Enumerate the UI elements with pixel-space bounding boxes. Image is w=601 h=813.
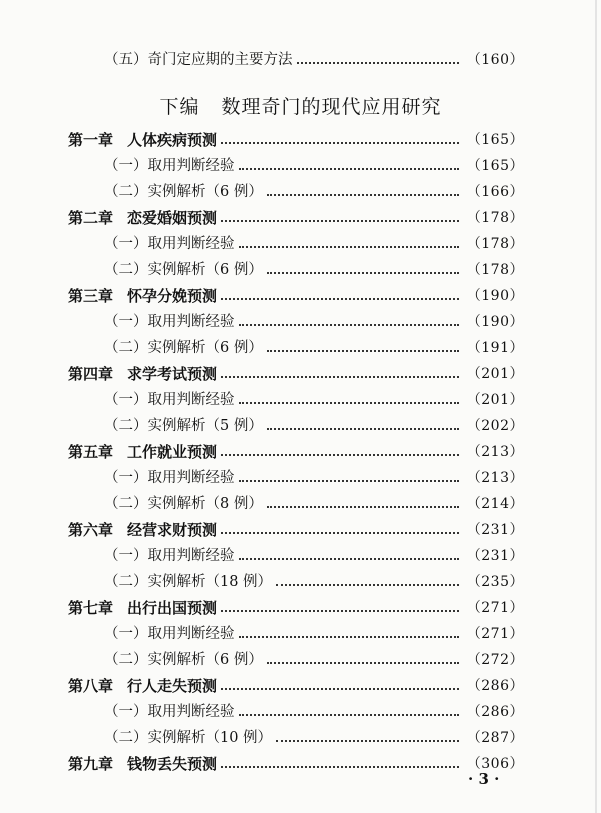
toc-entry-page: （235） <box>466 574 524 590</box>
entry-title: （二）实例解析（18 例） <box>104 574 273 590</box>
toc-entry-label <box>104 312 235 332</box>
toc-entry-label <box>104 624 235 644</box>
toc-entry-page: （201） <box>466 366 524 382</box>
leader-dots <box>276 739 459 742</box>
toc-entry-page: （286） <box>466 704 524 720</box>
toc-subentry <box>104 178 524 202</box>
toc-entry-label <box>68 520 217 540</box>
toc-entry-page: （165） <box>466 132 524 148</box>
toc-subentry <box>104 152 524 176</box>
toc-entry-label <box>104 338 263 358</box>
page-number: · 3 · <box>468 770 500 788</box>
toc-entry-page: （213） <box>466 470 524 486</box>
toc-entry-page: （190） <box>466 314 524 330</box>
toc-entry-label <box>104 494 263 514</box>
leader-dots <box>221 297 459 300</box>
leader-dots <box>221 609 459 612</box>
toc-entry-label <box>104 416 263 436</box>
entry-title: （二）实例解析（6 例） <box>104 262 263 278</box>
toc-subentry <box>104 490 524 514</box>
entry-title: 求学考试预测 <box>127 365 218 383</box>
toc-entry-label <box>104 572 272 592</box>
chapter-number: 第九章 <box>68 755 114 773</box>
leader-dots <box>239 557 459 560</box>
entry-title: （二）实例解析（6 例） <box>104 184 263 200</box>
part-heading <box>0 92 601 119</box>
toc-entry-label <box>68 676 217 696</box>
entry-title: （二）实例解析（6 例） <box>104 652 263 668</box>
toc-chapter <box>68 594 524 618</box>
toc-chapter <box>68 282 524 306</box>
toc-entry-label <box>104 182 263 202</box>
chapter-number: 第七章 <box>68 599 114 617</box>
toc-chapter <box>68 438 524 462</box>
toc-subentry <box>104 698 524 722</box>
entry-title: （二）实例解析（8 例） <box>104 496 263 512</box>
toc-entry-page: （190） <box>466 288 524 304</box>
leader-dots <box>297 61 459 64</box>
entry-title: （二）实例解析（5 例） <box>104 418 263 434</box>
part-name: 下编 <box>159 96 200 118</box>
toc-entry-page: （271） <box>466 626 524 642</box>
toc-subentry <box>104 724 524 748</box>
chapter-number: 第八章 <box>68 677 114 695</box>
toc-entry-page: （178） <box>466 210 524 226</box>
toc-entry-label <box>104 156 235 176</box>
toc-entry-label <box>68 598 217 618</box>
toc-chapter <box>68 360 524 384</box>
toc-entry-page: （201） <box>466 392 524 408</box>
leader-dots <box>239 245 459 248</box>
chapter-number: 第六章 <box>68 521 114 539</box>
toc-entry-page: （165） <box>466 158 524 174</box>
toc-entry-label <box>68 364 217 384</box>
entry-title: （一）取用判断经验 <box>104 704 235 720</box>
toc-entry-label <box>68 754 217 774</box>
toc-entry-page: （231） <box>466 522 524 538</box>
leader-dots <box>239 323 459 326</box>
entry-title: 怀孕分娩预测 <box>127 287 218 305</box>
entry-title: 人体疾病预测 <box>127 131 218 149</box>
toc-entry-label <box>104 390 235 410</box>
entry-title: 出行出国预测 <box>127 599 218 617</box>
entry-title: （一）取用判断经验 <box>104 314 235 330</box>
toc-entry-page: （286） <box>466 678 524 694</box>
entry-title: （一）取用判断经验 <box>104 626 235 642</box>
entry-title: （一）取用判断经验 <box>104 236 235 252</box>
toc-subentry <box>104 646 524 670</box>
entry-title: 行人走失预测 <box>127 677 218 695</box>
leader-dots <box>267 427 459 430</box>
toc-entry-top <box>104 46 524 70</box>
toc-subentry <box>104 386 524 410</box>
toc-subentry <box>104 256 524 280</box>
leader-dots <box>239 401 459 404</box>
toc-entry-page: （178） <box>466 236 524 252</box>
toc-entry-label <box>104 702 235 722</box>
toc-entry-label <box>68 208 217 228</box>
part-title: 数理奇门的现代应用研究 <box>221 96 442 118</box>
toc-chapter <box>68 126 524 150</box>
chapter-number: 第一章 <box>68 131 114 149</box>
entry-title: （一）取用判断经验 <box>104 158 235 174</box>
toc-entry-page: （191） <box>466 340 524 356</box>
toc-subentry <box>104 230 524 254</box>
toc-entry-page: （272） <box>466 652 524 668</box>
page-edge <box>595 0 597 813</box>
leader-dots <box>267 193 459 196</box>
leader-dots <box>267 661 459 664</box>
toc-entry-label <box>104 234 235 254</box>
entry-title: 工作就业预测 <box>127 443 218 461</box>
leader-dots <box>239 713 459 716</box>
toc-entry-label <box>104 260 263 280</box>
entry-title: （一）取用判断经验 <box>104 392 235 408</box>
toc-entry-page: （214） <box>466 496 524 512</box>
leader-dots <box>267 271 459 274</box>
chapter-number: 第四章 <box>68 365 114 383</box>
toc-subentry <box>104 568 524 592</box>
leader-dots <box>221 141 459 144</box>
toc-entry-label <box>104 546 235 566</box>
toc-entry-label <box>104 650 263 670</box>
leader-dots <box>276 583 459 586</box>
toc-chapter <box>68 750 524 774</box>
entry-title: （二）实例解析（10 例） <box>104 730 273 746</box>
entry-title: （一）取用判断经验 <box>104 470 235 486</box>
toc-entry-label <box>68 286 217 306</box>
leader-dots <box>221 687 459 690</box>
toc-entry-page: （231） <box>466 548 524 564</box>
toc-subentry <box>104 542 524 566</box>
chapter-number: 第三章 <box>68 287 114 305</box>
leader-dots <box>239 167 459 170</box>
toc-entry-page: （166） <box>466 184 524 200</box>
toc-subentry <box>104 412 524 436</box>
toc-chapter <box>68 672 524 696</box>
toc-subentry <box>104 334 524 358</box>
toc-entry-page: （287） <box>466 730 524 746</box>
toc-entry-page: （178） <box>466 262 524 278</box>
leader-dots <box>221 453 459 456</box>
toc-chapter <box>68 204 524 228</box>
toc-entry-label <box>68 130 217 150</box>
toc-entry-label <box>104 728 272 748</box>
toc-entry-label <box>68 442 217 462</box>
toc-subentry <box>104 464 524 488</box>
toc-chapter <box>68 516 524 540</box>
toc-entry-page: （160） <box>466 52 524 68</box>
entry-title: （二）实例解析（6 例） <box>104 340 263 356</box>
toc-entry-label: （五）奇门定应期的主要方法 <box>104 52 293 68</box>
toc-subentry <box>104 308 524 332</box>
toc-entry-label <box>104 468 235 488</box>
leader-dots <box>221 765 459 768</box>
toc-entry-page: （306） <box>466 756 524 772</box>
toc-entry-page: （213） <box>466 444 524 460</box>
leader-dots <box>239 635 459 638</box>
chapter-number: 第二章 <box>68 209 114 227</box>
entry-title: 恋爱婚姻预测 <box>127 209 218 227</box>
toc-entry-page: （271） <box>466 600 524 616</box>
toc-subentry <box>104 620 524 644</box>
chapter-number: 第五章 <box>68 443 114 461</box>
leader-dots <box>221 375 459 378</box>
leader-dots <box>267 349 459 352</box>
leader-dots <box>239 479 459 482</box>
entry-title: 经营求财预测 <box>127 521 218 539</box>
entry-title: （一）取用判断经验 <box>104 548 235 564</box>
leader-dots <box>221 531 459 534</box>
toc-entry-page: （202） <box>466 418 524 434</box>
leader-dots <box>221 219 459 222</box>
leader-dots <box>267 505 459 508</box>
entry-title: 钱物丢失预测 <box>127 755 218 773</box>
